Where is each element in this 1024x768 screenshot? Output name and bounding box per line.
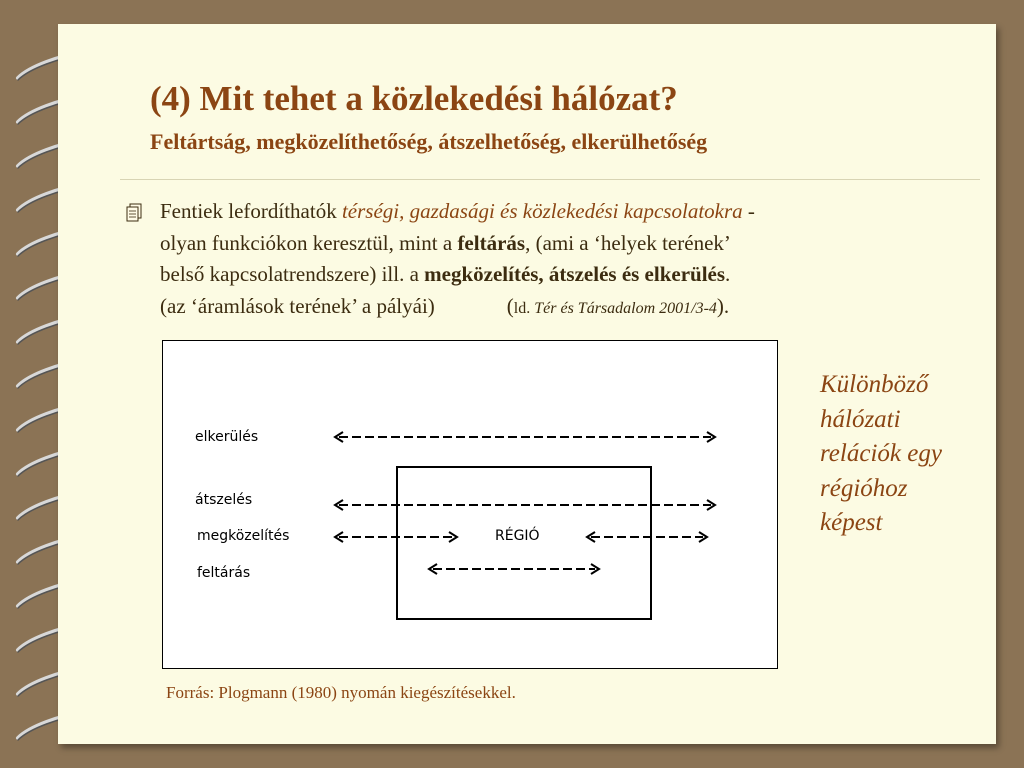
diagram-canvas bbox=[163, 341, 777, 668]
bullet-text: olyan funkciókon keresztül, mint a bbox=[160, 230, 458, 255]
bullet-text: , (ami a ‘helyek terének’ bbox=[525, 230, 731, 255]
bullet-bold-term: feltárás bbox=[457, 230, 526, 255]
label-avoid: elkerülés bbox=[195, 429, 259, 445]
side-note bbox=[820, 368, 1000, 541]
bullet-text: . bbox=[725, 262, 731, 286]
bullet-line-1 bbox=[160, 196, 980, 228]
label-explore: feltárás bbox=[197, 565, 251, 581]
reference-prefix: ld. bbox=[513, 299, 535, 317]
label-cross: átszelés bbox=[195, 492, 253, 508]
bullet-line-4 bbox=[160, 291, 980, 325]
label-access: megközelítés bbox=[197, 528, 290, 544]
network-relations-diagram bbox=[162, 340, 778, 669]
side-note-line: hálózati bbox=[820, 405, 901, 433]
slide-title: (4) Mit tehet a közlekedési hálózat? bbox=[150, 79, 678, 118]
bullet-line-3 bbox=[160, 259, 980, 291]
side-note-line: régióhoz bbox=[820, 474, 908, 502]
bullet-text: (az ‘áramlások terének’ a pályái) bbox=[160, 293, 435, 318]
figure-source-caption: Forrás: Plogmann (1980) nyomán kiegészítésekkel. bbox=[166, 683, 516, 702]
reference-open-paren: ( bbox=[506, 293, 514, 318]
bullet-line-2 bbox=[160, 228, 980, 260]
bullet-paragraph bbox=[160, 196, 980, 324]
side-note-line: Különböző bbox=[820, 371, 929, 398]
side-note-line: képest bbox=[820, 509, 883, 536]
title-divider bbox=[120, 179, 980, 180]
bullet-bold-term: megközelítés, átszelés és elkerülés bbox=[424, 262, 726, 286]
bullet-text: belső kapcsolatrendszere) ill. a bbox=[160, 262, 425, 286]
reference-close-paren: ). bbox=[716, 293, 730, 318]
notepad-bullet-icon bbox=[124, 202, 144, 222]
bullet-text: - bbox=[742, 199, 755, 223]
slide-subtitle: Feltártság, megközelíthetőség, átszelhetőség, elkerülhetőség bbox=[150, 129, 708, 154]
side-note-line: relációk egy bbox=[820, 440, 942, 467]
bullet-italic-phrase: térségi, gazdasági és közlekedési kapcsolatokra bbox=[341, 199, 743, 223]
reference-title: Tér és Társadalom 2001/3-4 bbox=[534, 299, 717, 317]
label-region: RÉGIÓ bbox=[495, 528, 540, 544]
bullet-text: Fentiek lefordíthatók bbox=[160, 199, 342, 223]
